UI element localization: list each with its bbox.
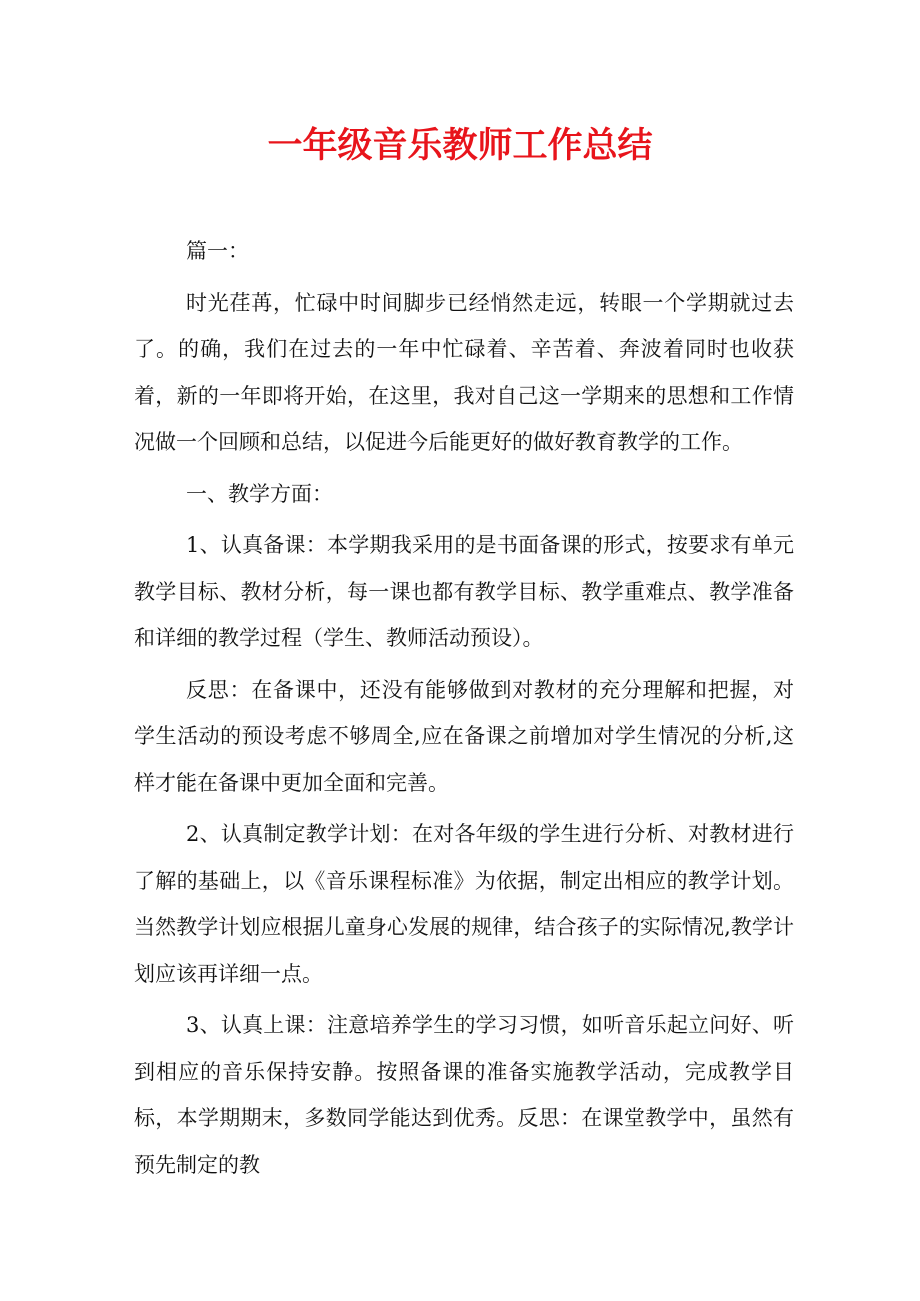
document-title: 一年级音乐教师工作总结 <box>267 126 653 166</box>
paragraph-item-1: 1、认真备课：本学期我采用的是书面备课的形式，按要求有单元教学目标、教材分析，每一课也都有教学目标、教学重难点、教学准备和详细的教学过程（学生、教师活动预设）。 <box>134 533 794 650</box>
paragraph-heading-teaching: 一、教学方面： <box>186 481 333 506</box>
paragraph-intro: 时光荏苒，忙碌中时间脚步已经悄然走远，转眼一个学期就过去了。的确，我们在过去的一年中忙碌着、辛苦着、奔波着同时也收获着，新的一年即将开始，在这里，我对自己这一学期来的思想和工作情况做一个回顾和总结，以促进今后能更好的做好教育教学的工作。 <box>134 290 794 454</box>
paragraph-reflection-1: 反思：在备课中，还没有能够做到对教材的充分理解和把握，对学生活动的预设考虑不够周全,应在备课之前增加对学生情况的分析,这样才能在备课中更加全面和完善。 <box>134 677 794 795</box>
paragraph-item-3: 3、认真上课：注意培养学生的学习习惯，如听音乐起立问好、听到相应的音乐保持安静。按照备课的准备实施教学活动，完成教学目标，本学期期末，多数同学能达到优秀。反思：在课堂教学中，虽然有预先制定的教 <box>134 1013 794 1177</box>
document-body <box>134 228 794 1193</box>
paragraph-section-label: 篇一： <box>186 239 249 263</box>
paragraph-item-2: 2、认真制定教学计划：在对各年级的学生进行分析、对教材进行了解的基础上，以《音乐课程标准》为依据，制定出相应的教学计划。当然教学计划应根据儿童身心发展的规律，结合孩子的实际情况,教学计划应该再详细一点。 <box>134 822 794 986</box>
